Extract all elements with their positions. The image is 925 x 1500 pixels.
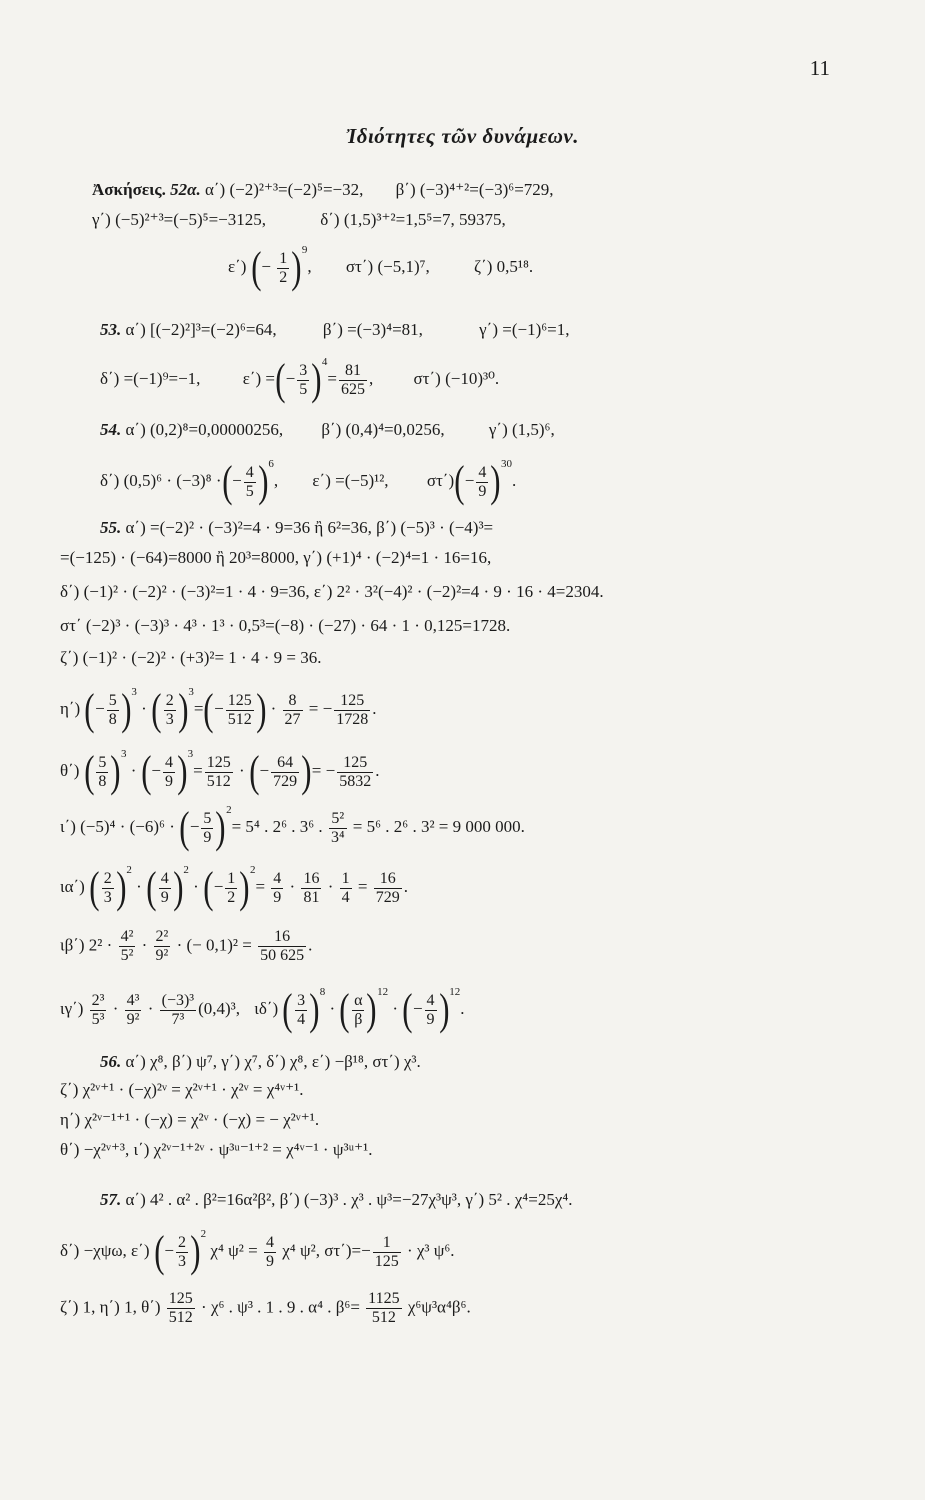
ex52-z: ζ΄) 0,5¹⁸. <box>474 256 534 276</box>
ex55-line5: ζ΄) (−1)² · (−2)² · (+3)²= 1 · 4 · 9 = 36. <box>60 648 322 667</box>
ex54-st-label: στ΄) <box>426 470 455 490</box>
ex57-line2: δ΄) −χψω, ε΄) (− $\frac{2}{3}$ )2 χ⁴ ψ² = $\frac{4}{9}$ χ⁴ ψ², στ΄)=− $\frac{1}{125}$ · χ³ ψ⁶. <box>60 1227 455 1276</box>
ex54-d-label: δ΄) (0,5)⁶ · (−3)⁸ · <box>100 470 222 490</box>
ex56-number: 56. <box>100 1052 122 1071</box>
ex53-st: στ΄) (−10)³⁰. <box>413 368 500 388</box>
ex53-e-label: ε΄) = <box>242 368 275 388</box>
ex52-number: 52α. <box>170 180 201 199</box>
ex55-line3: δ΄) (−1)² · (−2)² · (−3)²=1 · 4 · 9=36, ε΄) 2² · 3²(−4)² · (−2)²=4 · 9 · 16 · 4=2304. <box>60 582 604 601</box>
ex54-d-fraction: $\frac{4}{5}$ <box>245 463 254 500</box>
section-title: Ἰδιότητες τῶν δυνάμεων. <box>345 124 579 148</box>
ex53-a: α΄) [(−2)²]³=(−2)⁶=64, <box>125 320 277 339</box>
ex57-line3: ζ΄) 1, η΄) 1, θ΄) $\frac{125}{512}$ · χ⁶ . ψ³ . 1 . 9 . α⁴ . β⁶= $\frac{1125}{512}$ χ⁶ψ³α⁴β⁶. <box>60 1290 471 1326</box>
ex52-g: γ΄) (−5)²⁺³=(−5)⁵=−3125, <box>92 210 267 229</box>
ex52-d: δ΄) (1,5)³⁺²=1,5⁵=7, 59375, <box>320 210 506 229</box>
ex53-g: γ΄) =(−1)⁶=1, <box>479 320 570 339</box>
ex55-th: θ΄) ( $\frac{5}{8}$ )3 · (− $\frac{4}{9}$ )3= $\frac{125}{512}$ · (− $\frac{64}{729}$ )= − $\frac{125}{5832}$ . <box>60 747 380 796</box>
ex52-b: β΄) (−3)⁴⁺²=(−3)⁶=729, <box>395 180 554 199</box>
ex52-st: στ΄) (−5,1)⁷, <box>345 256 430 276</box>
ex57-number: 57. <box>100 1190 122 1209</box>
ex52-line2 <box>92 210 506 230</box>
ex53-b: β΄) =(−3)⁴=81, <box>322 320 423 339</box>
ex56-line1: 56. α΄) χ⁸, β΄) ψ⁷, γ΄) χ⁷, δ΄) χ⁸, ε΄) −β¹⁸, στ΄) χ³. <box>100 1052 421 1071</box>
ex52-e-exp: 9 <box>301 244 308 256</box>
page-number: 11 <box>809 56 830 80</box>
ex53-line2: δ΄) =(−1)⁹=−1, ε΄) =(− $\frac{3}{5}$ )4= $\frac{81}{625}$ , στ΄) (−10)³⁰. <box>100 355 500 404</box>
ex52-a: α΄) (−2)²⁺³=(−2)⁵=−32, <box>204 180 364 199</box>
ex53-e-result: $\frac{81}{625}$ <box>341 361 365 398</box>
ex55-line4: στ΄ (−2)³ · (−3)³ · 4³ · 1³ · 0,5³=(−8) · (−27) · 64 · 1 · 0,125=1728. <box>60 616 511 635</box>
ex53-number: 53. <box>100 320 122 339</box>
ex52-e-label: ε΄) <box>228 256 247 276</box>
ex55-ib: ιβ΄) 2² · $\frac{\text{4²}}{\text{5²}}$ · $\frac{\text{2²}}{\text{9²}}$ · (− 0,1)² = $\frac{16}{50 625}$ . <box>60 928 313 964</box>
ex53-d: δ΄) =(−1)⁹=−1, <box>100 368 201 388</box>
ex54-line2: δ΄) (0,5)⁶ · (−3)⁸ ·(− $\frac{4}{5}$ )6, ε΄) =(−5)¹², στ΄)(− $\frac{4}{9}$ )30. <box>100 457 517 506</box>
ex56-line4: θ΄) −χ²ᵛ⁺³, ι΄) χ²ᵛ⁻¹⁺²ᵛ · ψ³ᵘ⁻¹⁺² = χ⁴ᵛ⁻¹ · ψ³ᵘ⁺¹. <box>60 1140 373 1159</box>
ex55-h: η΄) (− $\frac{5}{8}$ )3 · ( $\frac{2}{3}$ )3=(− $\frac{125}{512}$ ) · $\frac{8}{27}$ = − $\frac{125}{1728}$ . <box>60 685 377 734</box>
ex54-e: ε΄) =(−5)¹², <box>312 470 389 490</box>
ex55-ig: ιγ΄) $\frac{\text{2³}}{\text{5³}}$ · $\frac{\text{4³}}{\text{9²}}$ · $\frac{\text{(−3)³}}{\text{7³}}$ (0,4)³, ιδ΄) ( $\frac{3}{4}$ )8 · ( $\frac{\alpha}{\beta}$ )12 · (− $\frac{4}{9}$ )12. <box>60 985 465 1034</box>
ex57-line1: 57. α΄) 4² . α² . β²=16α²β², β΄) (−3)³ . χ³ . ψ³=−27χ³ψ³, γ΄) 5² . χ⁴=25χ⁴. <box>100 1190 573 1209</box>
ex55-ia: ια΄) ( $\frac{2}{3}$ )2 · ( $\frac{4}{9}$ )2 · (− $\frac{1}{2}$ )2= $\frac{4}{9}$ · $\frac{16}{81}$ · $\frac{1}{4}$ = $\frac{16}{729}$ . <box>60 863 408 912</box>
ex52-line1 <box>92 180 554 200</box>
ex52-e-fraction: $\frac{1}{2}$ <box>279 249 288 286</box>
ex56-line3: η΄) χ²ᵛ⁻¹⁺¹ · (−χ) = χ²ᵛ · (−χ) = − χ²ᵛ⁺¹. <box>60 1110 320 1129</box>
ex54-b: β΄) (0,4)⁴=0,0256, <box>321 420 445 439</box>
ex55-line1 <box>100 518 493 538</box>
exercises-label: Ἀσκήσεις. <box>92 180 166 199</box>
ex54-st-fraction: $\frac{4}{9}$ <box>478 463 487 500</box>
ex53-e-fraction: $\frac{3}{5}$ <box>299 361 308 398</box>
ex55-number: 55. <box>100 518 122 537</box>
ex56-line2: ζ΄) χ²ᵛ⁺¹ · (−χ)²ᵛ = χ²ᵛ⁺¹ · χ²ᵛ = χ⁴ᵛ⁺¹. <box>60 1080 304 1099</box>
ex53-line1 <box>100 320 570 340</box>
ex55-i: ι΄) (−5)⁴ · (−6)⁶ · (− $\frac{5}{9}$ )2= 5⁴ . 2⁶ . 3⁶ . $\frac{\text{5²}}{\text{3⁴}}$ = 5⁶ . 2⁶ . 3² = 9 000 000. <box>60 803 525 852</box>
ex52-line3: ε΄) (− $\frac{1}{2}$ )9, στ΄) (−5,1)⁷, ζ΄) 0,5¹⁸. <box>228 248 533 288</box>
ex54-g: γ΄) (1,5)⁶, <box>488 420 555 439</box>
ex54-line1 <box>100 420 555 440</box>
ex52-e-sign: − <box>261 256 271 276</box>
ex55-line2: =(−125) · (−64)=8000 ἢ 20³=8000, γ΄) (+1)⁴ · (−2)⁴=1 · 16=16, <box>60 548 492 567</box>
ex54-number: 54. <box>100 420 122 439</box>
ex54-a: α΄) (0,2)⁸=0,00000256, <box>125 420 284 439</box>
ex55-l1: α΄) =(−2)² · (−3)²=4 · 9=36 ἢ 6²=36, β΄) (−5)³ · (−4)³= <box>125 518 494 537</box>
